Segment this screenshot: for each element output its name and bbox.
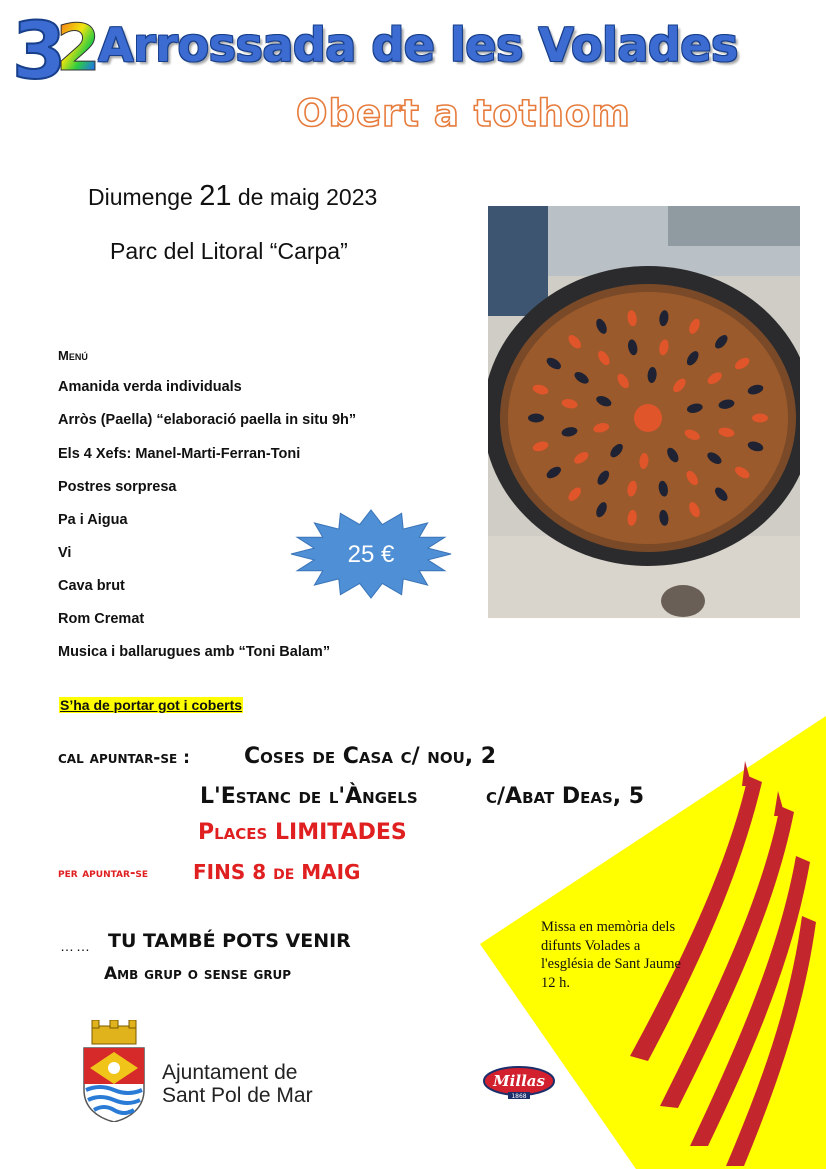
closing-line-2: Amb grup o sense grup xyxy=(104,964,292,984)
town-hall-name-line-1: Ajuntament de xyxy=(162,1061,298,1084)
edition-number: 32 xyxy=(12,6,14,7)
closing-dots: …… xyxy=(60,938,92,954)
deadline-label: per apuntar-se xyxy=(58,866,148,881)
event-subtitle: Obert a tothom xyxy=(296,92,631,135)
menu-title: Menú xyxy=(58,348,88,363)
signup-shop-2-address: c/Abat Deas, 5 xyxy=(486,784,645,809)
coat-of-arms-icon xyxy=(80,1020,148,1122)
mass-note: Missa en memòria dels difunts Volades a l'església de Sant Jaume 12 h. xyxy=(541,919,681,991)
closing-line-1: TU TAMBÉ POTS VENIR xyxy=(108,930,351,952)
signup-label: cal apuntar-se : xyxy=(58,748,190,768)
menu-item: Vi xyxy=(58,545,72,561)
menu-item: Cava brut xyxy=(58,578,125,594)
center-prawns-shape xyxy=(634,404,662,432)
event-place: Parc del Litoral “Carpa” xyxy=(110,238,348,264)
menu-item: Arròs (Paella) “elaboració paella in situ 9h” xyxy=(58,412,357,428)
menu-item: Els 4 Xefs: Manel-Marti-Ferran-Toni xyxy=(58,446,301,462)
menu-item: Rom Cremat xyxy=(58,611,145,627)
brand-year: 1868 xyxy=(511,1093,527,1100)
brand-name: Millas xyxy=(493,1072,545,1090)
menu-item: Amanida verda individuals xyxy=(58,379,242,395)
town-hall-name-line-2: Sant Pol de Mar xyxy=(162,1084,313,1107)
menu-item: Pa i Aigua xyxy=(58,512,128,528)
event-date xyxy=(88,180,377,213)
notice-bring-cutlery: S’ha de portar got i coberts xyxy=(60,697,243,713)
price-star-icon xyxy=(289,509,453,599)
prawn-shape xyxy=(752,414,768,423)
menu-item: Musica i ballarugues amb “Toni Balam” xyxy=(58,644,331,660)
paella-photo xyxy=(488,206,800,618)
limited-places: Places LIMITADES xyxy=(198,820,407,845)
date-prefix: Diumenge xyxy=(88,184,193,210)
mussel-shape xyxy=(528,414,544,423)
signup-shop-1: Coses de Casa c/ nou, 2 xyxy=(244,744,497,769)
price-label: 25 € xyxy=(347,541,395,568)
date-suffix: de maig 2023 xyxy=(237,184,378,210)
edition-32-badge-icon xyxy=(12,6,107,91)
deadline-value: FINS 8 de MAIG xyxy=(193,860,361,884)
svg-text:3: 3 xyxy=(12,7,67,91)
millas-logo-icon xyxy=(482,1064,556,1100)
menu-item: Postres sorpresa xyxy=(58,479,177,495)
svg-text:2: 2 xyxy=(56,12,101,86)
signup-shop-2: L'Estanc de l'Àngels xyxy=(200,784,418,809)
date-day: 21 xyxy=(199,180,232,212)
event-title: Arrossada de les Volades xyxy=(98,18,738,72)
